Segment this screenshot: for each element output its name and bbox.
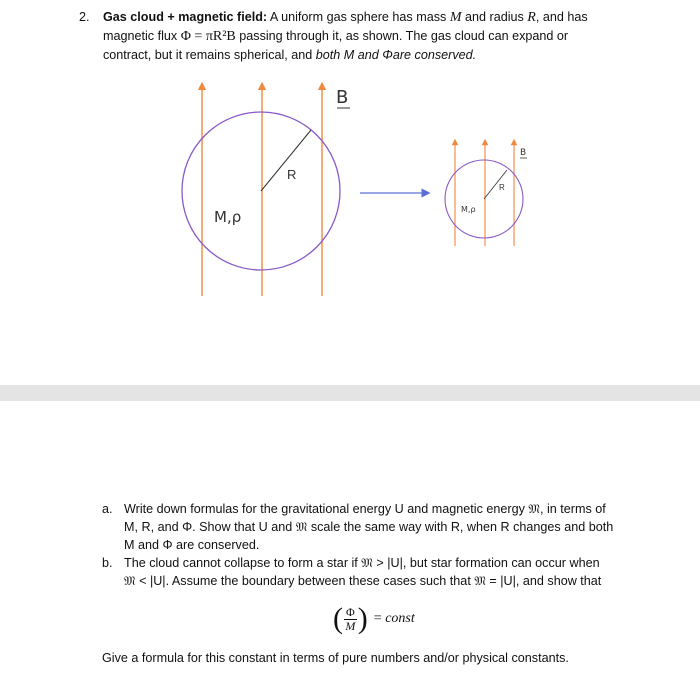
flux-formula: Φ = πR²B (180, 29, 236, 44)
eq-fraction (343, 606, 358, 633)
problem-line-1 (103, 8, 678, 27)
eq-const: const (385, 611, 415, 626)
figure-gas-cloud (0, 80, 700, 300)
problem-text (103, 8, 678, 65)
problem-line1-end: , and has (535, 10, 588, 24)
eq-close-paren: ) (357, 602, 368, 635)
part-a-line-1: Write down formulas for the gravitational energy U and magnetic energy 𝔐, in terms of (124, 502, 606, 516)
var-M: M (449, 10, 462, 25)
eq-numerator: Φ (346, 604, 355, 619)
eq-equals: = (373, 611, 382, 626)
large-radius-line (261, 130, 311, 191)
problem-and-radius: and radius (461, 10, 528, 24)
var-R: R (527, 10, 536, 25)
problem-line1-rest: A uniform gas sphere has mass (267, 10, 450, 24)
small-label-B: B (520, 148, 527, 158)
problem-line-3 (103, 46, 678, 65)
large-label-R: R (287, 167, 297, 182)
small-label-R: R (499, 183, 505, 192)
small-label-mrho: M,ρ (461, 205, 476, 214)
part-a (102, 500, 692, 554)
eq-open-paren: ( (333, 602, 343, 635)
problem-line3-italic: both M and Φare conserved. (315, 48, 477, 62)
eq-rest (374, 611, 415, 627)
part-b-line-1: The cloud cannot collapse to form a star if 𝔐 > |U|, but star formation can occur when (124, 556, 600, 570)
part-a-line-3: M and Φ are conserved. (124, 538, 260, 552)
part-a-label: a. (102, 502, 113, 516)
problem-line2-rest: passing through it, as shown. The gas cloud can expand or (235, 29, 569, 43)
page-gap (0, 385, 700, 401)
parts-list (102, 500, 692, 590)
part-b (102, 554, 692, 590)
part-b-label: b. (102, 556, 113, 570)
problem-line3-start: contract, but it remains spherical, and (103, 48, 316, 62)
eq-denominator: M (345, 618, 356, 633)
equation (333, 603, 415, 635)
large-label-B: B (336, 87, 349, 108)
final-instruction: Give a formula for this constant in terms of pure numbers and/or physical constants. (102, 651, 569, 665)
problem-title: Gas cloud + magnetic field: (103, 10, 268, 24)
problem-number: 2. (79, 10, 90, 24)
large-label-mrho: M,ρ (214, 208, 242, 226)
problem-line2-start: magnetic flux (103, 29, 181, 43)
problem-line-2 (103, 27, 678, 46)
part-b-line-2: 𝔐 < |U|. Assume the boundary between these cases such that 𝔐 = |U|, and show that (124, 574, 602, 588)
part-a-line-2: M, R, and Φ. Show that U and 𝔐 scale the same way with R, when R changes and both (124, 520, 614, 534)
